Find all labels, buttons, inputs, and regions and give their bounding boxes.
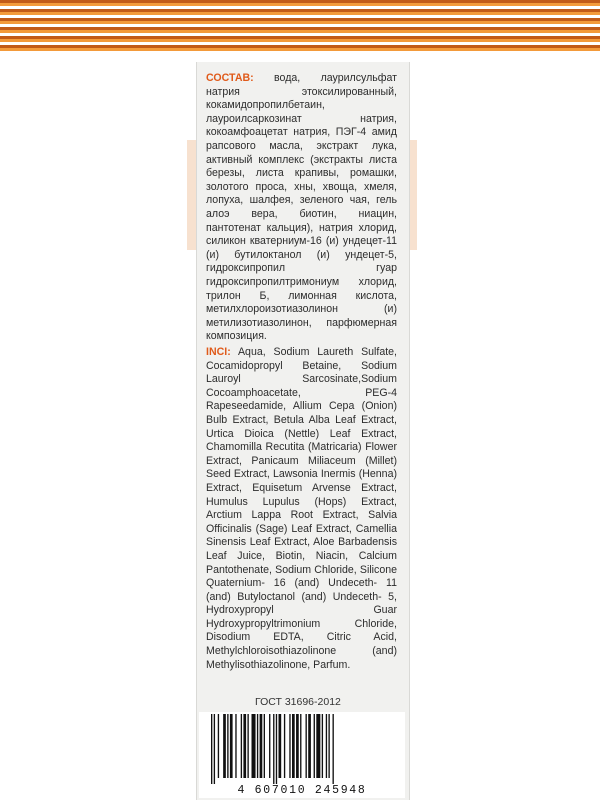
barcode-bar: [269, 714, 270, 778]
barcode-bar: [264, 714, 265, 778]
barcode-bar: [284, 714, 285, 778]
barcode-bar: [214, 714, 215, 784]
barcode-bar: [306, 714, 307, 778]
barcode-bar: [279, 714, 282, 778]
composition-block: [206, 72, 397, 344]
barcode-bar: [273, 714, 274, 784]
barcode-bar: [230, 714, 233, 778]
left-tab-decoration: [187, 140, 196, 250]
barcode-bar: [326, 714, 327, 778]
barcode-bar: [322, 714, 323, 778]
barcode-bar: [257, 714, 258, 778]
barcode-bar: [247, 714, 248, 778]
barcode-bar: [296, 714, 299, 778]
barcode-bar: [328, 714, 329, 778]
composition-text: вода, лаурилсульфат натрия этоксилированный, кокамидопропилбетаин, лауроилсаркозинат натрия, кокоамфоацетат натрия, ПЭГ-4 амид рапсового масла, экстракт лука, активный комплекс (экстракты листа березы, листа крапивы, ромашки, золотого проса, хны, хвоща, хмеля, лопуха, шалфея, зеленого чая, гель алоэ вера, биотин, ниацин, пантотенат кальция), натрия хлорид, силикон кватерниум-16 (и) ундецет-11 (и) бутилоктанол (и) ундецет-5, гидроксипропил гуар гидроксипропилтримониум хлорид, трилон Б, лимонная кислота, метилхлороизотиазолинон (и) метилизотиазолинон, парфюмерная композиция.: [206, 72, 397, 343]
barcode: [199, 712, 405, 798]
barcode-bar: [300, 714, 301, 778]
barcode-bars: [207, 714, 397, 784]
inci-block: [206, 346, 397, 672]
gost-standard: ГОСТ 31696-2012: [255, 696, 341, 708]
barcode-bar: [227, 714, 228, 778]
barcode-bar: [241, 714, 242, 778]
orange-stripes-decoration: [0, 0, 600, 52]
barcode-bar: [223, 714, 226, 778]
barcode-bar: [235, 714, 236, 778]
barcode-bar: [316, 714, 320, 778]
barcode-bar: [276, 714, 277, 784]
inci-label: INCI:: [206, 346, 231, 358]
barcode-bar: [292, 714, 295, 778]
barcode-bar: [252, 714, 256, 778]
inci-text: Aqua, Sodium Laureth Sulfate, Cocamidopropyl Betaine, Sodium Lauroyl Sarcosinate,Sodium Cocoamphoacetate, PEG-4 Rapeseedamide, Allium Cepa (Onion) Bulb Extract, Betula Alba Leaf Extract, Urtica Dioica (Nettle) Leaf Extract, Chamomilla Recutita (Matricaria) Flower Extract, Panicaum Miliaceum (Millet) Seed Extract, Lawsonia Inermis (Henna) Extract, Equisetum Arvense Extract, Humulus Lupulus (Hops) Extract, Arctium Lappa Root Extract, Salvia Officinalis (Sage) Leaf Extract, Camellia Sinensis Leaf Extract, Aloe Barbadensis Leaf Juice, Biotin, Niacin, Calcium Pantothenate, Sodium Chloride, Silicone Quaternium- 16 (and) Undeceth- 11 (and) Butyloctanol (and) Undeceth- 5, Hydroxypropyl Guar Hydroxypropyltrimonium Chloride, Disodium EDTA, Citric Acid, Methylchloroisothiazolinone (and) Methylisothiazolinone, Parfum.: [206, 346, 397, 671]
barcode-number: 4 607010 245948: [237, 784, 367, 797]
barcode-bar: [333, 714, 334, 784]
barcode-bar: [243, 714, 246, 778]
barcode-bar: [289, 714, 290, 778]
barcode-bar: [314, 714, 315, 778]
barcode-bar: [211, 714, 212, 784]
composition-label: СОСТАВ:: [206, 72, 254, 84]
barcode-bar: [260, 714, 263, 778]
barcode-bar: [218, 714, 219, 778]
barcode-bar: [308, 714, 311, 778]
